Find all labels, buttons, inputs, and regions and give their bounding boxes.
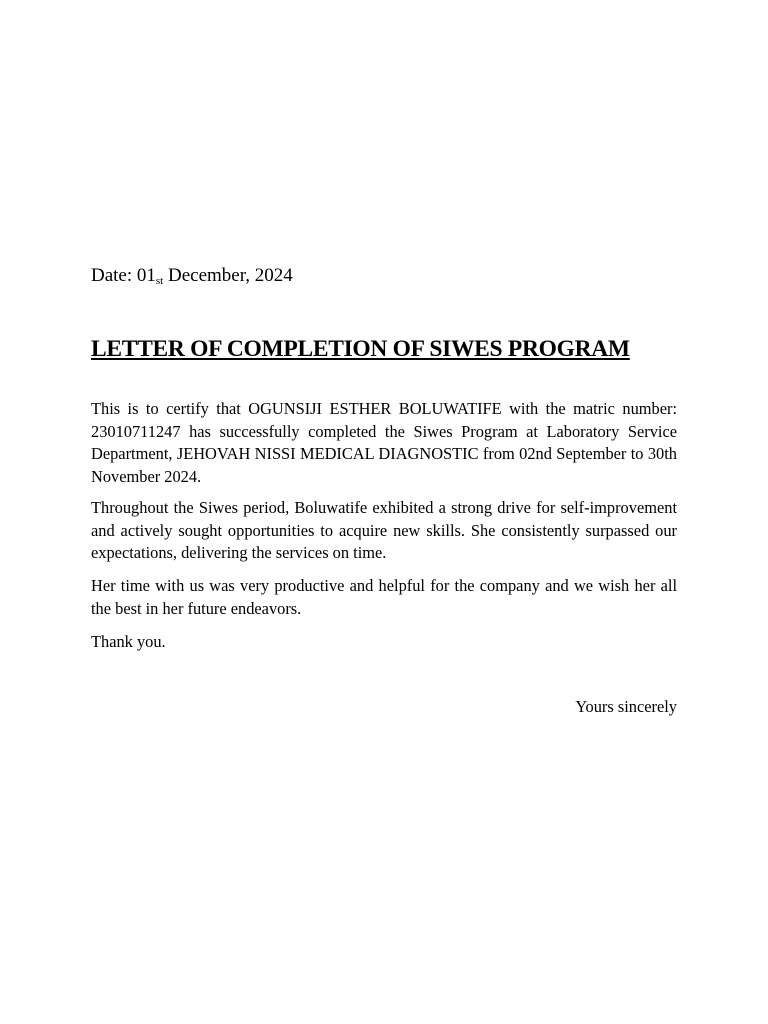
- date-rest: December, 2024: [163, 265, 293, 286]
- paragraph-certification: This is to certify that OGUNSIJI ESTHER BOLUWATIFE with the matric number: 23010711247 has successfully completed the Siwes Program at Laboratory Service Department, JEHOVAH NISSI MEDICAL DIAGNOSTIC from 02nd September to 30th November 2024.: [91, 399, 677, 486]
- paragraph-thanks: Thank you.: [91, 632, 166, 651]
- date-label: Date: 01: [91, 265, 156, 286]
- letter-date: [91, 263, 293, 289]
- letter-closing: Yours sincerely: [575, 697, 677, 716]
- paragraph-performance: Throughout the Siwes period, Boluwatife exhibited a strong drive for self-improvement and actively sought opportunities to acquire new skills. She consistently surpassed our expectations, delivering the services on time.: [91, 498, 677, 562]
- date-suffix: st: [155, 275, 164, 287]
- letter-title: LETTER OF COMPLETION OF SIWES PROGRAM: [91, 336, 630, 362]
- paragraph-wishes: Her time with us was very productive and helpful for the company and we wish her all the best in her future endeavors.: [91, 576, 677, 618]
